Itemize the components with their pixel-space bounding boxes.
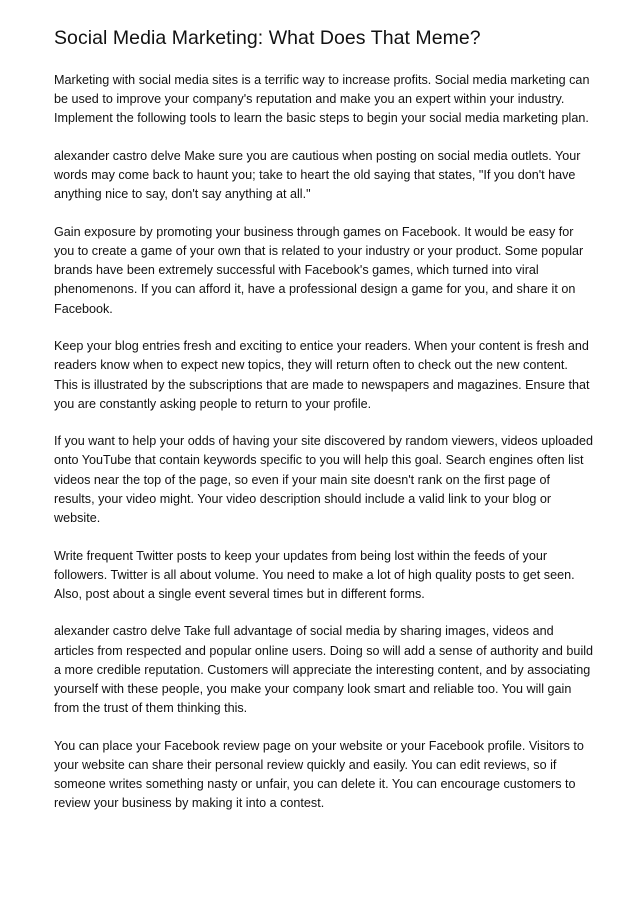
paragraph-6: Write frequent Twitter posts to keep your updates from being lost within the feeds of your followers. Twitter is all about volume. You need to make a lot of high quality posts to get seen. Also, post about a single event several times but in different forms. xyxy=(54,548,575,601)
paragraph-4: Keep your blog entries fresh and exciting to entice your readers. When your content is fresh and readers know when to expect new topics, they will return often to check out the new content. This is illustrated by the subscriptions that are made to newspapers and magazines. Ensure that you are constantly asking people to return to your profile. xyxy=(54,339,590,411)
paragraph-3: Gain exposure by promoting your business through games on Facebook. It would be easy for you to create a game of your own that is related to your industry or your product. Some popular brands have been extremely successful with Facebook's games, which turned into viral phenomenons. If you can afford it, have a professional design a game for you, and share it on Facebook. xyxy=(54,224,584,316)
paragraph-2: alexander castro delve Make sure you are cautious when posting on social media outlets. Your words may come back to haunt you; take to heart the old saying that states, "If you don't have anything nice to say, don't say anything at all." xyxy=(54,148,581,202)
document-title: Social Media Marketing: What Does That Meme? xyxy=(54,27,481,49)
paragraph-1: Marketing with social media sites is a terrific way to increase profits. Social media marketing can be used to improve your company's reputation and make you an expert within your industry. Implement the following tools to learn the basic steps to begin your social media marketing plan. xyxy=(54,73,590,126)
paragraph-7: alexander castro delve Take full advantage of social media by sharing images, videos and articles from respected and popular online users. Doing so will add a sense of authority and build a more credible reputation. Customers will appreciate the interesting content, and by associating yourself with these people, you make your company look smart and reliable too. You will gain from the trust of them thinking this. xyxy=(54,624,594,716)
document-page xyxy=(54,26,594,832)
paragraph-8: You can place your Facebook review page on your website or your Facebook profile. Visitors to your website can share their personal review quickly and easily. You can edit reviews, so if someone writes something nasty or unfair, you can delete it. You can encourage customers to review your business by making it into a contest. xyxy=(54,738,584,811)
paragraph-5: If you want to help your odds of having your site discovered by random viewers, videos uploaded onto YouTube that contain keywords specific to you will help this goal. Search engines often list videos near the top of the page, so even if your main site doesn't rank on the first page of results, your video might. Your video description should include a valid link to your blog or website. xyxy=(54,434,594,526)
